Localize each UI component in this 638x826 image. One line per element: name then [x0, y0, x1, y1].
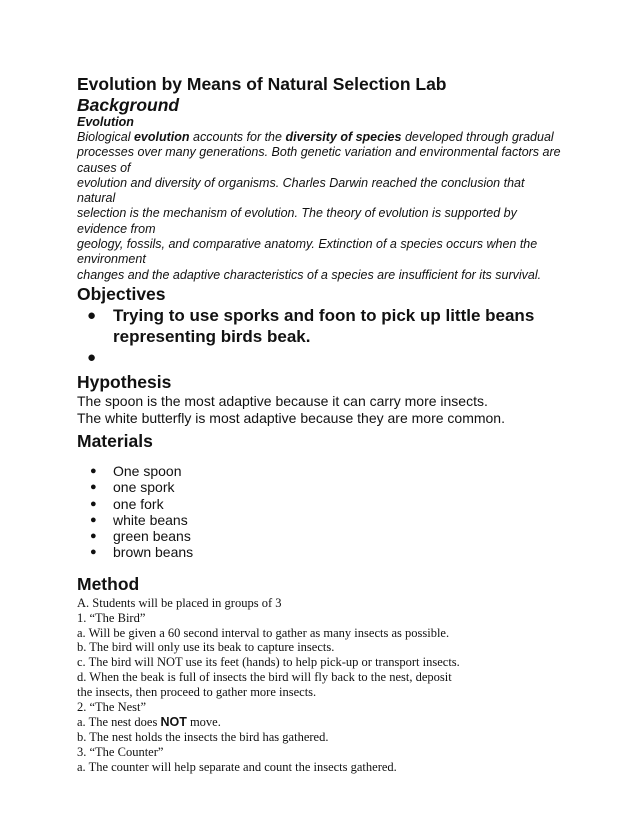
bullet-icon: ● — [90, 546, 97, 559]
background-line: evidence from — [77, 221, 156, 236]
material-item: ● white beans — [90, 511, 188, 528]
bullet-icon: ● — [90, 464, 97, 477]
background-paragraph — [77, 130, 577, 283]
objectives-list — [77, 305, 577, 368]
diversity-term: diversity of species — [285, 130, 402, 144]
method-line: b. The nest holds the insects the bird has gathered. — [77, 729, 329, 744]
bullet-icon: ● — [90, 497, 97, 510]
method-line: b. The bird will only use its beak to capture insects. — [77, 640, 335, 655]
background-line: changes and the adaptive characteristics of a species are insufficient for its survival. — [77, 267, 542, 282]
material-item: ● One spoon — [90, 462, 182, 479]
method-line: a. The nest does NOT move. — [77, 715, 221, 729]
method-heading: Method — [77, 573, 140, 594]
method-line: the insects, then proceed to gather more insects. — [77, 685, 317, 700]
hypothesis-line: The white butterfly is most adaptive because they are more common. — [77, 409, 505, 426]
evolution-subheading: Evolution — [77, 115, 134, 129]
objective-item: ● Trying to use sporks and foon to pick up little beans representing birds beak. — [87, 305, 535, 346]
evolution-term: evolution — [133, 130, 190, 144]
material-item: ● one spork — [90, 479, 175, 496]
method-steps — [77, 596, 577, 775]
method-line: a. Will be given a 60 second interval to gather as many insects as possible. — [77, 625, 450, 640]
hypothesis-text — [77, 393, 577, 427]
document-page — [77, 74, 577, 775]
method-line: 3. “The Counter” — [77, 744, 164, 759]
method-line: 2. “The Nest” — [77, 700, 147, 715]
materials-list — [77, 463, 577, 561]
background-line: natural — [77, 191, 116, 206]
method-line: A. Students will be placed in groups of 3 — [77, 595, 282, 610]
background-line: selection is the mechanism of evolution. The theory of evolution is supported by — [77, 206, 517, 221]
background-line: evolution and diversity of organisms. Charles Darwin reached the conclusion that — [77, 175, 525, 190]
bullet-icon: ● — [90, 481, 97, 494]
document-title: Evolution by Means of Natural Selection Lab — [77, 74, 447, 94]
method-line: 1. “The Bird” — [77, 610, 146, 625]
bullet-icon: ● — [87, 306, 97, 324]
background-line: environment — [77, 252, 146, 267]
background-line: geology, fossils, and comparative anatomy. Extinction of a species occurs when the — [77, 237, 538, 252]
method-line: d. When the beak is full of insects the bird will fly back to the nest, deposit — [77, 670, 452, 685]
not-emphasis: NOT — [160, 715, 187, 729]
background-heading: Background — [77, 95, 180, 115]
objective-item — [77, 347, 577, 368]
method-line: c. The bird will NOT use its feet (hands) to help pick-up or transport insects. — [77, 655, 460, 670]
background-line: processes over many generations. Both genetic variation and environmental factors are — [77, 145, 561, 160]
material-item: ● green beans — [90, 528, 191, 545]
method-line: a. The counter will help separate and count the insects gathered. — [77, 759, 397, 774]
background-line: Biological evolution accounts for the diversity of species developed through gradual — [77, 130, 554, 144]
material-item: ● brown beans — [90, 544, 194, 561]
hypothesis-heading: Hypothesis — [77, 371, 172, 392]
objectives-heading: Objectives — [77, 283, 166, 304]
background-line: causes of — [77, 160, 131, 175]
bullet-icon: ● — [90, 530, 97, 543]
material-item: ● one fork — [90, 495, 164, 512]
bullet-icon: ● — [87, 348, 97, 366]
hypothesis-line: The spoon is the most adaptive because it can carry more insects. — [77, 392, 488, 409]
bullet-icon: ● — [90, 513, 97, 526]
materials-heading: Materials — [77, 430, 153, 451]
